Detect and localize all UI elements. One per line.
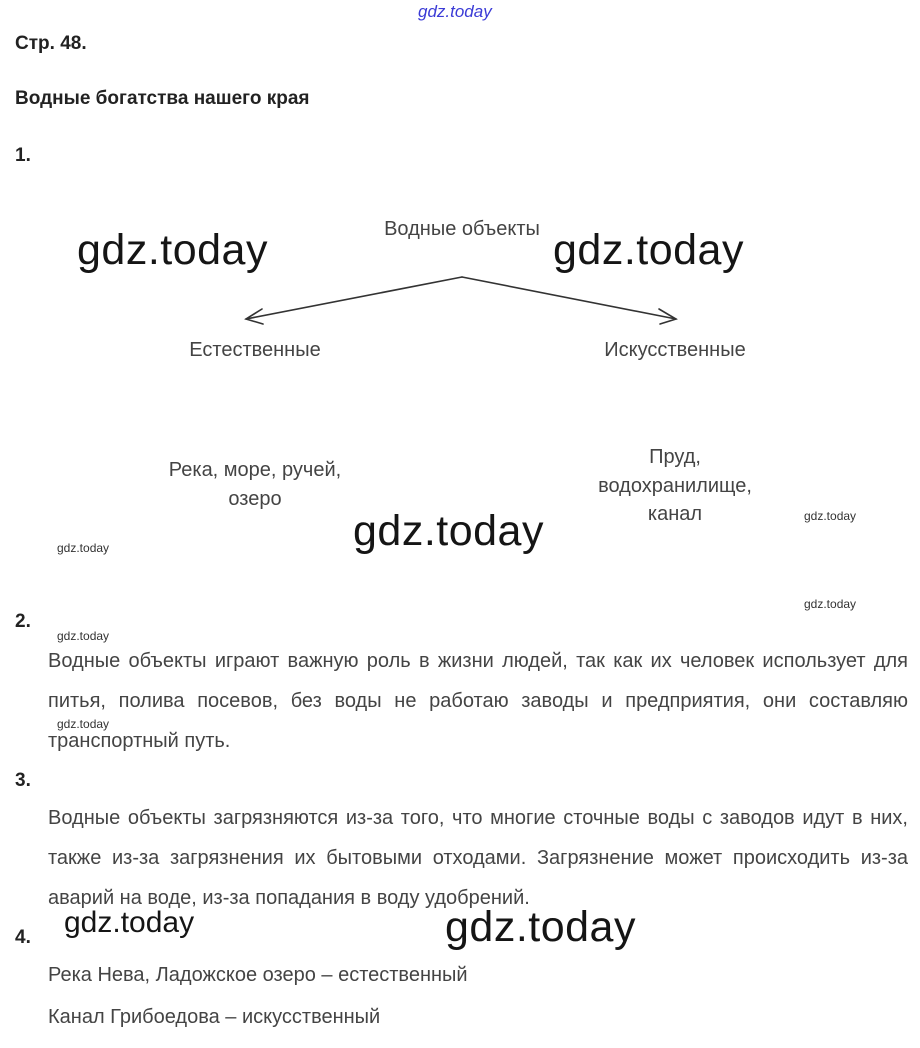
watermark-small-2: gdz.today [804,509,857,523]
arrow-left [246,277,462,319]
watermark-1: gdz.today [77,226,268,274]
diagram-right-examples-line-1: Пруд, [649,446,701,468]
watermark-small-4: gdz.today [57,629,110,643]
watermark-top: gdz.today [418,2,492,21]
page-number: Стр. 48. [15,33,87,54]
watermark-small-1: gdz.today [57,541,110,555]
diagram-left-examples-line-2: озеро [228,488,282,510]
task-3-answer: Водные объекты загрязняются из-за того, что многие сточные воды с заводов идут в них, также из-за загрязнения их бытовыми отходами. Загрязнение может происходить из-за аварий на воде, из-за попадания в воду удобрений. [48,807,908,909]
arrow-right [462,277,676,319]
diagram-right-examples-line-2: водохранилище, [598,475,752,497]
task-4-line-1: Река Нева, Ладожское озеро – естественный [48,964,468,986]
task-2-answer: Водные объекты играют важную роль в жизни людей, так как их человек использует для питья, полива посевов, без воды не работаю заводы и предприятия, они составляю транспортный путь. [48,650,908,752]
task-3-number: 3. [15,770,31,791]
diagram-right-label: Искусственные [604,339,746,361]
watermark-3: gdz.today [353,507,544,555]
task-1-number: 1. [15,145,31,166]
watermark-small-3: gdz.today [804,597,857,611]
watermark-4: gdz.today [64,906,195,939]
watermark-2: gdz.today [553,226,744,274]
task-2-number: 2. [15,611,31,632]
watermark-small-5: gdz.today [57,717,110,731]
topic-title: Водные богатства нашего края [15,88,310,109]
diagram-left-label: Естественные [189,339,321,361]
task-4-line-2: Канал Грибоедова – искусственный [48,1006,381,1028]
diagram-right-examples-line-3: канал [647,503,703,525]
diagram-root: Водные объекты [384,218,540,240]
watermark-5: gdz.today [445,903,636,951]
diagram-left-examples-line-1: Река, море, ручей, [168,459,342,481]
task-4-number: 4. [15,927,31,948]
